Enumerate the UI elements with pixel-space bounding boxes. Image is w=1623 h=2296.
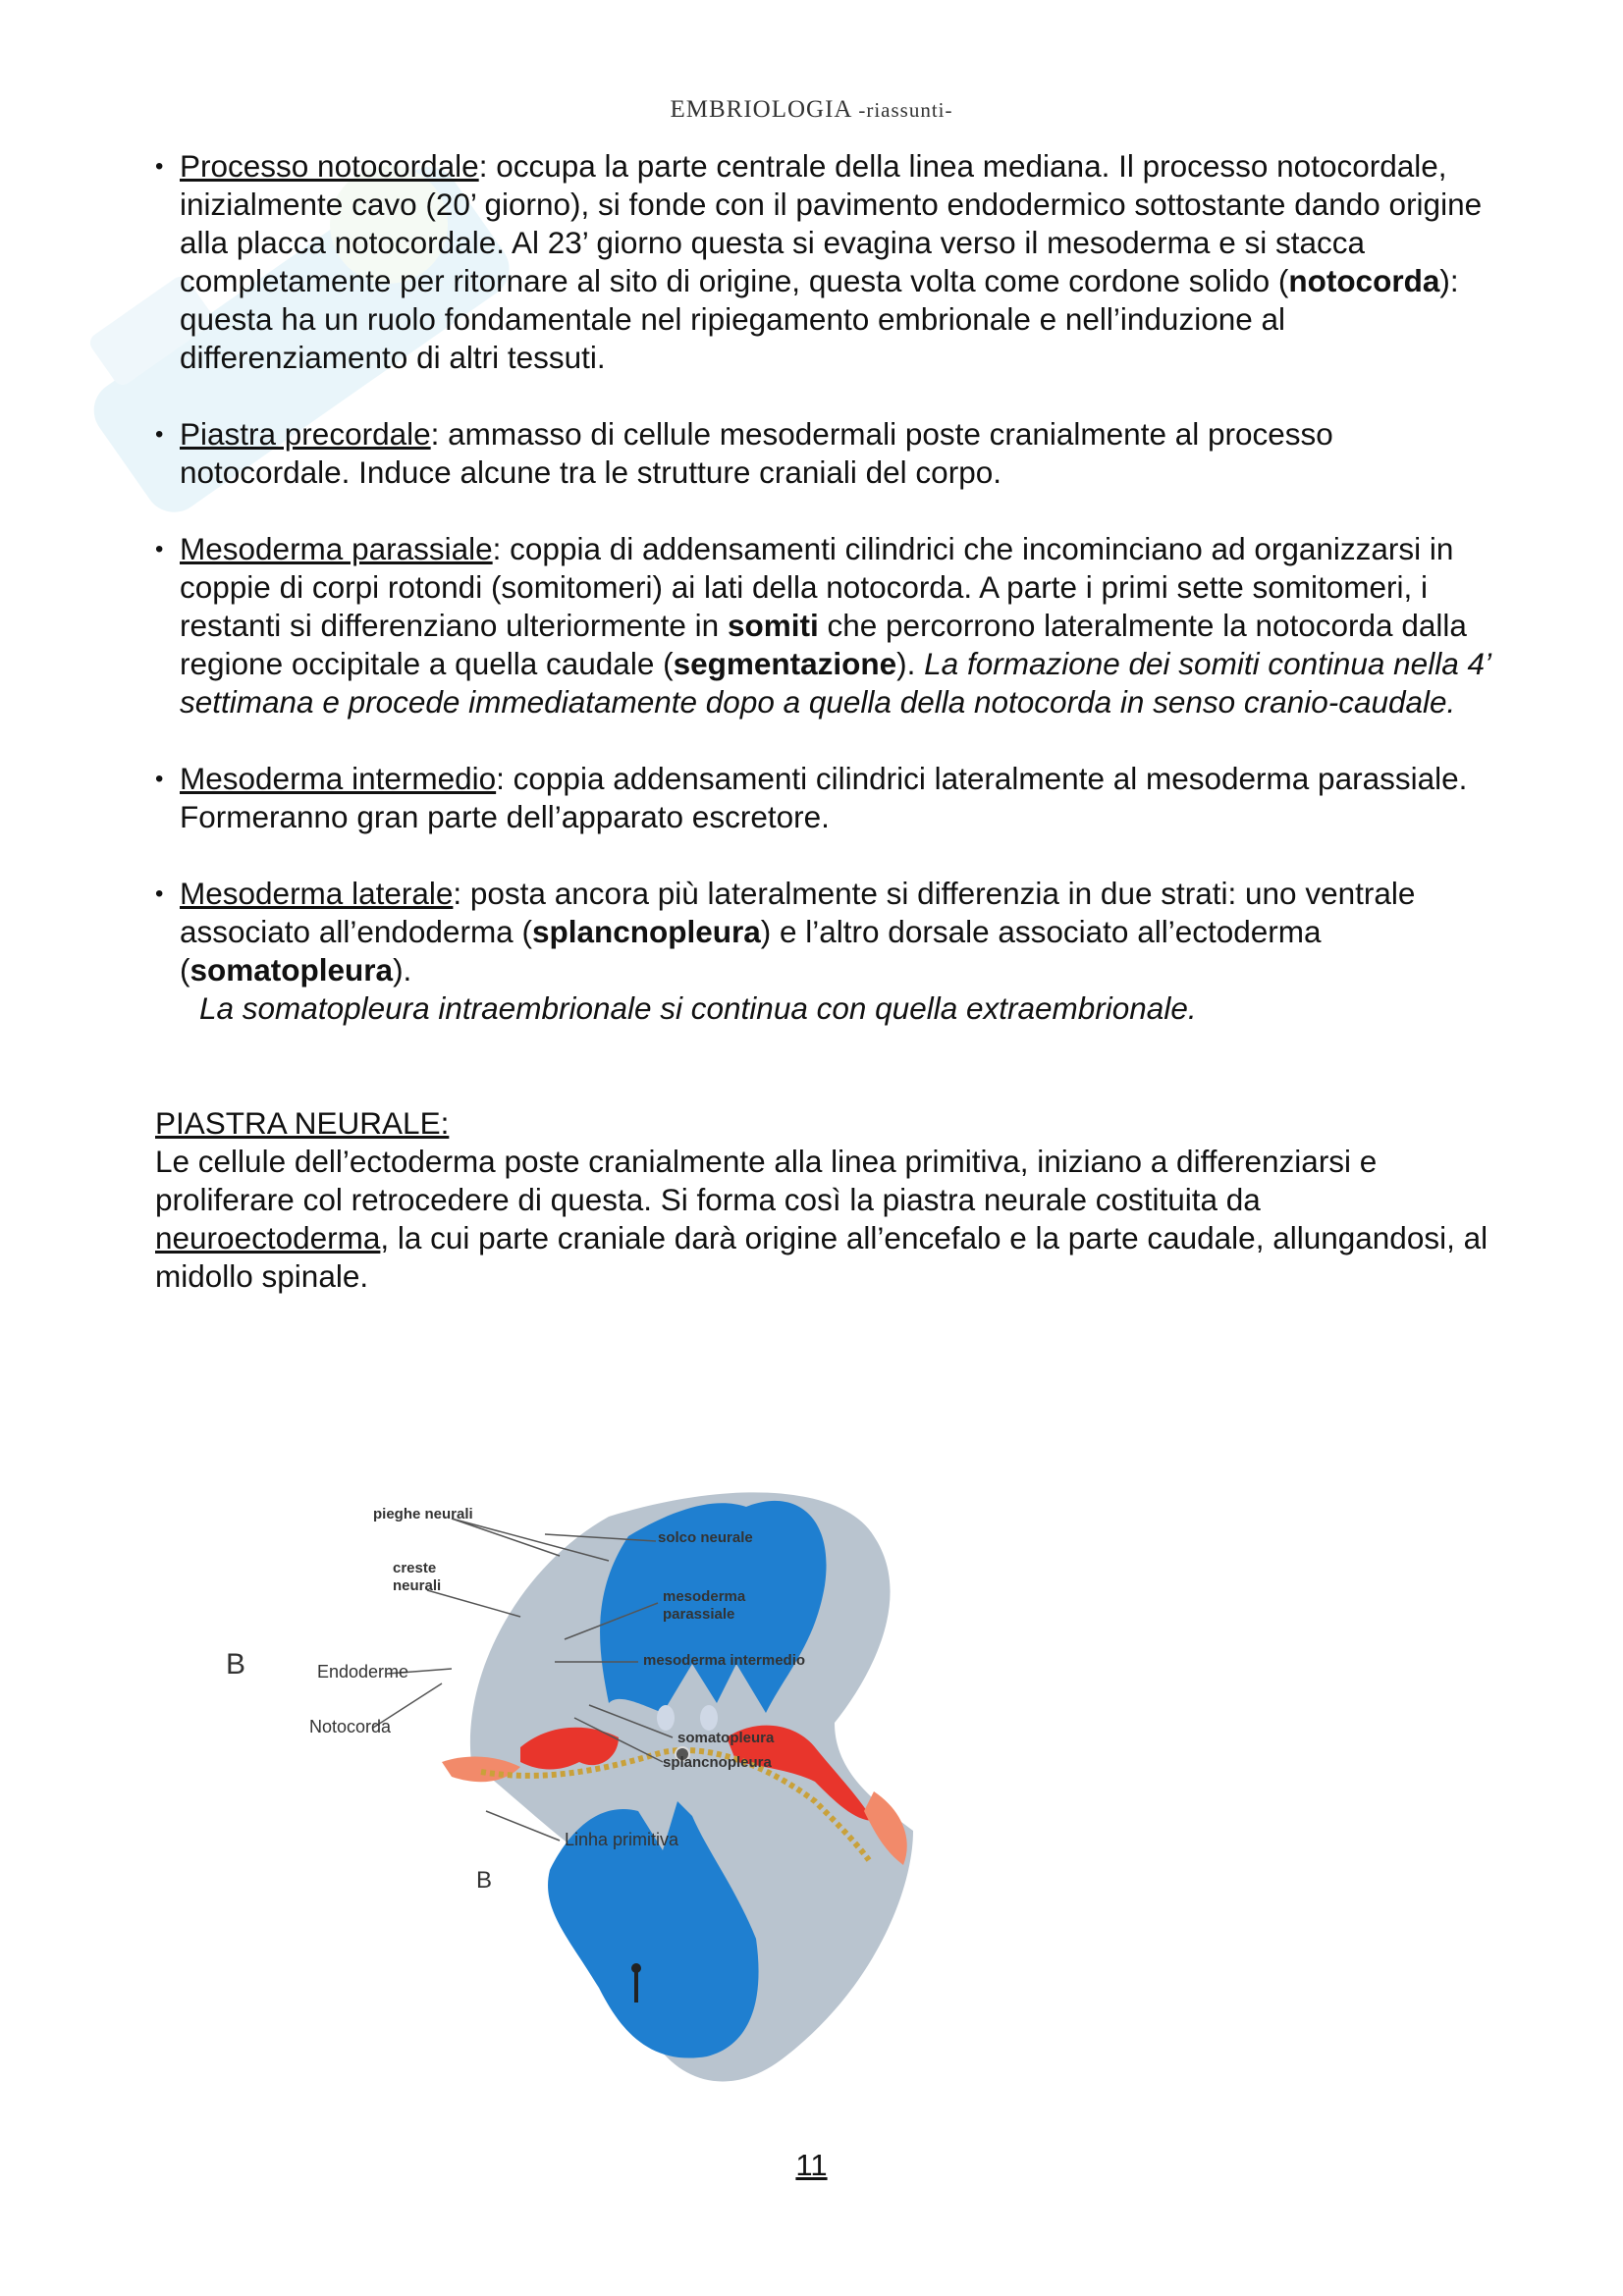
bullet-text-part: ).: [896, 646, 925, 681]
section-body: [155, 1143, 1490, 1296]
bullet-note: La somatopleura intraembrionale si continua con quella extraembrionale.: [199, 990, 1197, 1026]
bullet-text-part: : ammasso di cellule mesodermali poste cranialmente al processo notocordale. Induce alcune tra le strutture craniali del corpo.: [180, 416, 1333, 490]
section-title: PIASTRA NEURALE:: [155, 1105, 450, 1141]
bullet-text-part: La formazione dei somiti continua nella 4’ settimana e procede immediatamente dopo a quella della notocorda in senso cranio-caudale.: [180, 646, 1490, 720]
page-number: 11: [795, 2148, 828, 2182]
primitive-node: [631, 1963, 641, 1973]
label-pieghe-neurali: pieghe neurali: [373, 1506, 473, 1522]
bullet-text-part: somiti: [727, 608, 819, 643]
bullet-text-part: notocorda: [1288, 263, 1440, 298]
bullet-item: [155, 760, 1490, 836]
bullet-text-part: : coppia addensamenti cilindrici lateralmente al mesoderma parassiale. Formeranno gran parte dell’apparato escretore.: [180, 761, 1468, 834]
section-text-part: , la cui parte craniale darà origine all’encefalo e la parte caudale, allungandosi, al midollo spinale.: [155, 1220, 1488, 1294]
bullet-term: Mesoderma parassiale: [180, 531, 493, 566]
bullet-term: Mesoderma laterale: [180, 876, 454, 911]
section-text-part: neuroectoderma: [155, 1220, 381, 1255]
bullet-item: [155, 875, 1490, 1028]
neural-crest-right: [700, 1705, 718, 1731]
label-creste-1: creste: [393, 1560, 437, 1576]
bullet-text-part: somatopleura: [189, 952, 394, 988]
header-title: EMBRIOLOGIA: [670, 96, 852, 123]
bullet-list: [155, 147, 1490, 1028]
neural-crest-left: [657, 1705, 675, 1731]
bullet-text-part: : occupa la parte centrale della linea mediana. Il processo notocordale, inizialmente cavo (20’ giorno), si fonde con il pavimento endodermico sottostante dando origine alla placca notocordale. Al 23’ giorno questa si evagina verso il mesoderma e si stacca completamente per ritornare al sito di origine, questa volta come cordone solido (: [180, 148, 1483, 298]
leader-pieghe-1: [452, 1519, 560, 1556]
bullet-text: [180, 875, 1490, 989]
bullet-item: [155, 530, 1490, 721]
embryo-diagram: [226, 1477, 1208, 2106]
section-text-part: Le cellule dell’ectoderma poste cranialmente alla linea primitiva, iniziano a differenziarsi e proliferare col retrocedere di questa. Si forma così la piastra neurale costituita da: [155, 1144, 1378, 1217]
bullet-item: [155, 415, 1490, 492]
page-content: [155, 147, 1490, 1296]
bullet-term: Mesoderma intermedio: [180, 761, 497, 796]
bullet-text-part: che percorrono lateralmente la notocorda dalla regione occipitale a quella caudale (: [180, 608, 1467, 681]
label-b-bottom: B: [476, 1867, 493, 1894]
label-mesoderma-intermedio: mesoderma intermedio: [643, 1652, 806, 1669]
bullet-text-part: ) e l’altro dorsale associato all’ectoderma (: [180, 914, 1322, 988]
label-solco-neurale: solco neurale: [658, 1529, 753, 1546]
bullet-term: Processo notocordale: [180, 148, 479, 184]
bullet-text: [180, 530, 1490, 721]
bullet-text: [180, 415, 1490, 492]
bullet-text: [180, 760, 1490, 836]
bullet-term: Piastra precordale: [180, 416, 431, 452]
label-endoderme: Endoderme: [317, 1662, 409, 1682]
section-piastra-neurale: [155, 1104, 1490, 1296]
bullet-item: [155, 147, 1490, 377]
label-mesoderma-par-1: mesoderma: [663, 1588, 746, 1605]
bullet-text-part: segmentazione: [673, 646, 897, 681]
label-b-left: B: [226, 1648, 246, 1681]
bullet-text: [180, 147, 1490, 377]
bullet-text-part: : coppia di addensamenti cilindrici che incominciano ad organizzarsi in coppie di corpi rotondi (somitomeri) ai lati della notocorda. A parte i primi sette somitomeri, i restanti si differenziano ulteriormente in: [180, 531, 1454, 643]
bullet-text-part: ): questa ha un ruolo fondamentale nel ripiegamento embrionale e nell’induzione al differenziamento di altri tessuti.: [180, 263, 1459, 375]
label-notocorda: Notocorda: [309, 1717, 392, 1736]
header-subtitle: -riassunti-: [858, 98, 953, 122]
label-linha-primitiva: Linha primitiva: [565, 1830, 679, 1849]
bullet-text-part: splancnopleura: [531, 914, 761, 949]
label-somatopleura: somatopleura: [677, 1730, 775, 1746]
label-creste-2: neurali: [393, 1577, 442, 1594]
page-header: [0, 96, 1623, 124]
label-splancnopleura: splancnopleura: [663, 1754, 772, 1771]
leader-creste: [427, 1590, 520, 1617]
label-mesoderma-par-2: parassiale: [663, 1606, 735, 1623]
bullet-text-part: : posta ancora più lateralmente si differenzia in due strati: uno ventrale associato all’endoderma (: [180, 876, 1416, 949]
bullet-text-part: ).: [393, 952, 412, 988]
